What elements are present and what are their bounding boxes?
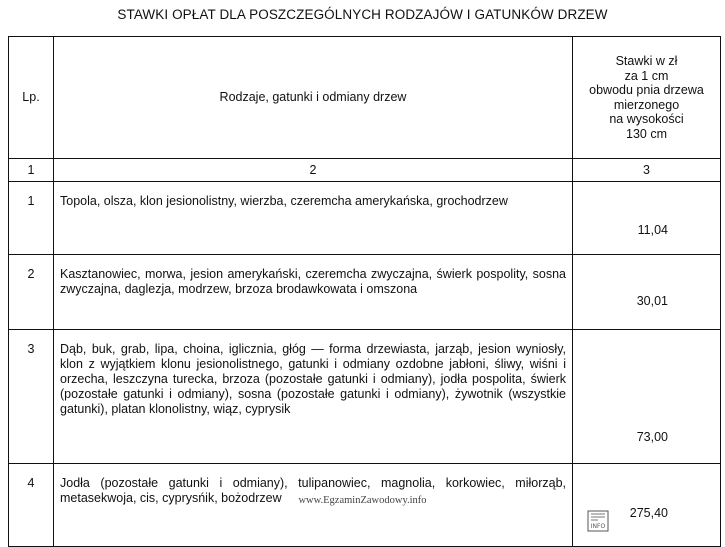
- row-rate: 11,04: [637, 223, 668, 237]
- column-number-row: [9, 159, 721, 182]
- row-rate-cell: [573, 255, 721, 330]
- rates-table: [8, 36, 721, 547]
- table-row: [9, 182, 721, 255]
- row-rate-cell: [573, 330, 721, 464]
- header-lp: Lp.: [9, 37, 54, 159]
- row-species: Jodła (pozostałe gatunki i odmiany), tulipanowiec, magnolia, korkowiec, miłorząb, metasekwoja, cis, cyprysńik, bożodrzew: [54, 464, 573, 547]
- row-lp: 3: [9, 330, 54, 464]
- row-rate-cell: [573, 182, 721, 255]
- row-rate: 73,00: [636, 430, 668, 444]
- table-row: [9, 330, 721, 464]
- row-rate: 30,01: [636, 294, 668, 308]
- row-lp: 1: [9, 182, 54, 255]
- table-header-row: [9, 37, 721, 159]
- header-rate: [573, 37, 721, 159]
- header-species: Rodzaje, gatunki i odmiany drzew: [54, 37, 573, 159]
- row-lp: 4: [9, 464, 54, 547]
- row-species: Dąb, buk, grab, lipa, choina, iglicznia, głóg — forma drzewiasta, jarząb, jesion wyniosły, klon z wyjątkiem klonu jesionolistnego, gatunki i odmiany ozdobne jabłoni, śliwy, wiśni i orzecha, leszczyna turecka, brzoza (pozostałe gatunki i odmiany), jodła pospolita, świerk (pozostałe gatunki i odmiany), sosna (pozostałe gatunki i odmiany), żywotnik (wszystkie gatunki), platan klonolistny, wiąz, cyprysik: [54, 330, 573, 464]
- header-rate-text: Stawki w zł za 1 cm obwodu pnia drzewa mierzonego na wysokości 130 cm: [589, 54, 704, 141]
- row-species: Kasztanowiec, morwa, jesion amerykański, czeremcha zwyczajna, świerk pospolity, sosna zwyczajna, daglezja, modrzew, brzoza brodawkowata i omszona: [54, 255, 573, 330]
- column-number-3: 3: [573, 159, 721, 182]
- footer-watermark: www.EgzaminZawodowy.info: [298, 495, 427, 506]
- row-rate: 275,40: [629, 506, 668, 520]
- column-number-2: 2: [54, 159, 573, 182]
- column-number-1: 1: [9, 159, 54, 182]
- row-species: Topola, olsza, klon jesionolistny, wierzba, czeremcha amerykańska, grochodrzew: [54, 182, 573, 255]
- svg-text:INFO: INFO: [590, 523, 606, 530]
- row-lp: 2: [9, 255, 54, 330]
- info-seal-icon: [587, 510, 609, 532]
- page-title: STAWKI OPŁAT DLA POSZCZEGÓLNYCH RODZAJÓW I GATUNKÓW DRZEW: [117, 7, 608, 22]
- table-row: [9, 255, 721, 330]
